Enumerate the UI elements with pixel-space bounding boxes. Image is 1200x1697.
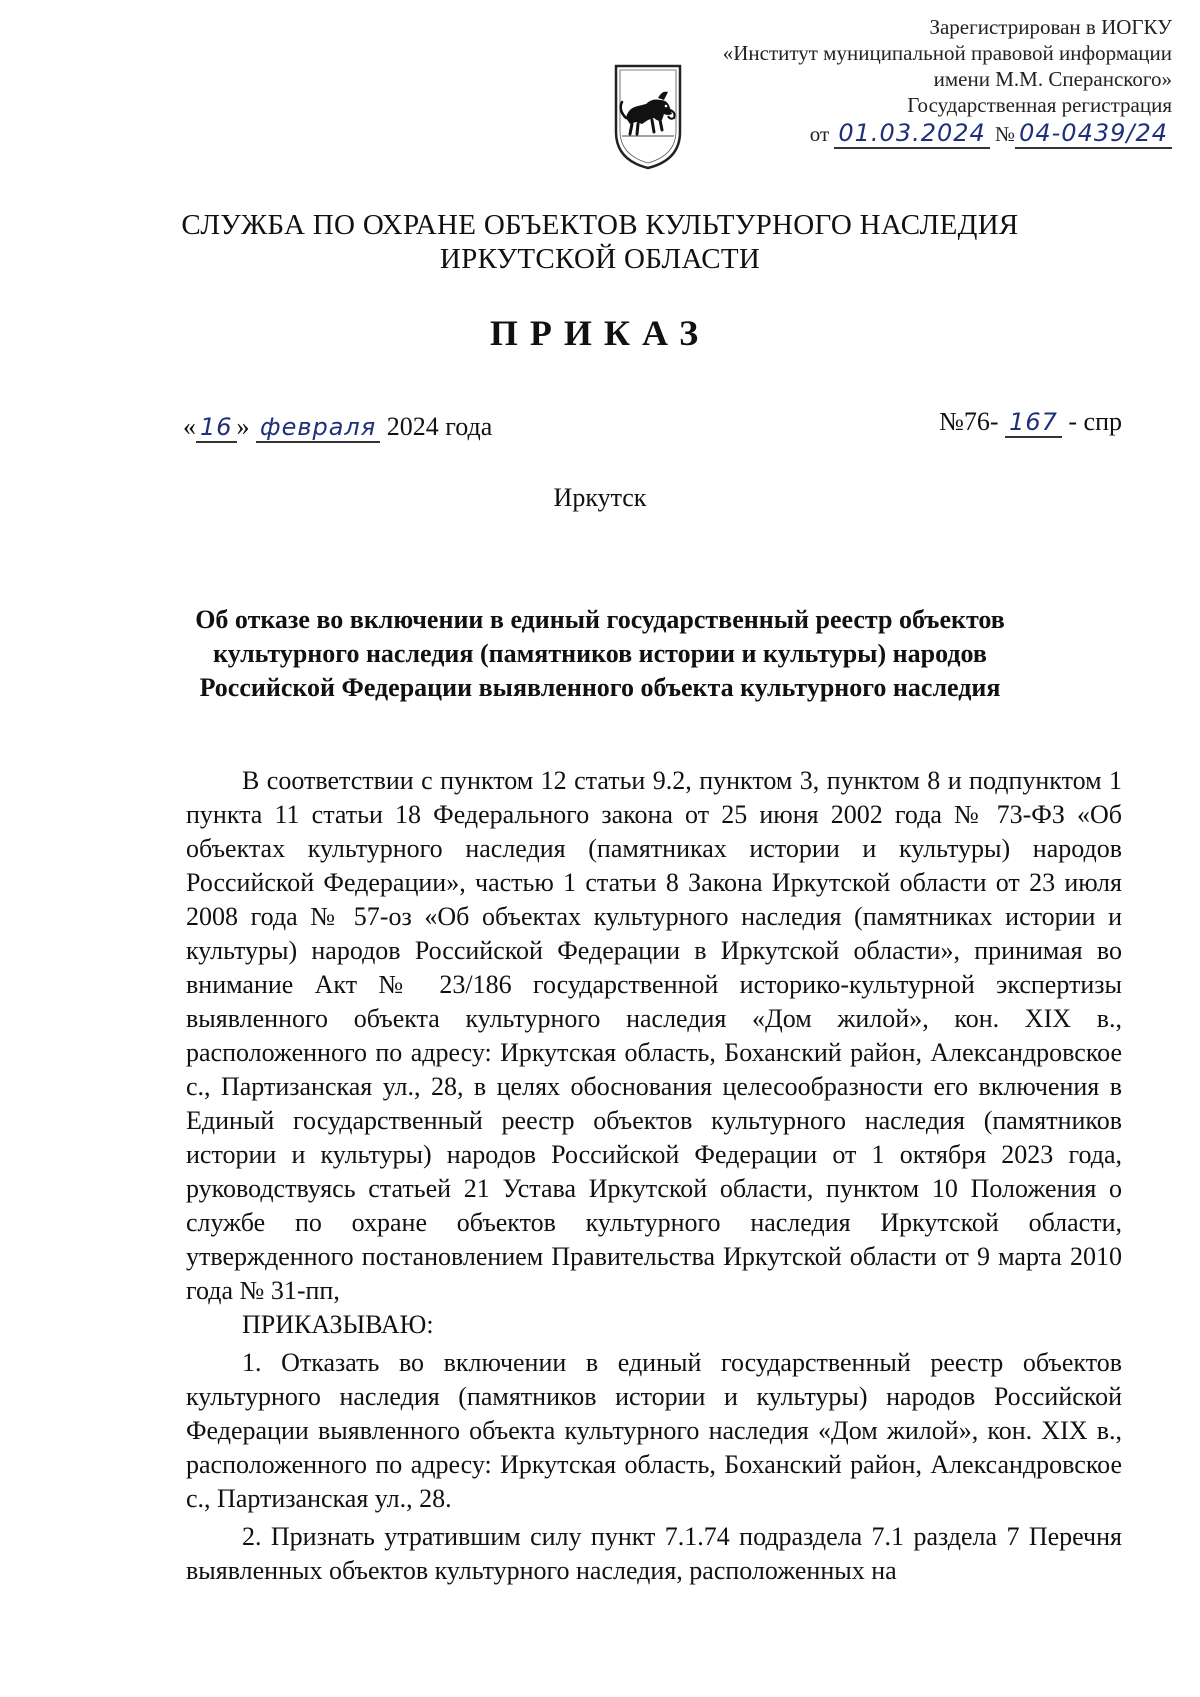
registration-number-value: 04-0439/24 [1015, 119, 1172, 149]
order-subject [150, 603, 1050, 705]
registration-date-row [612, 120, 1172, 147]
date-year: 2024 года [386, 412, 493, 441]
order-date [183, 412, 492, 442]
body-item-2: 2. Признать утратившим силу пункт 7.1.74 подраздела 7.1 раздела 7 Перечня выявленных объектов культурного наследия, расположенных на [186, 1522, 1122, 1585]
registration-date-value: 01.03.2024 [834, 119, 989, 149]
order-number-prefix: №76- [939, 407, 999, 436]
irkutsk-coat-of-arms-icon [612, 62, 684, 172]
order-body [186, 764, 1122, 1588]
body-preamble: В соответствии с пунктом 12 статьи 9.2, пунктом 3, пунктом 8 и подпунктом 1 пункта 11 статьи 18 Федерального закона от 25 июня 2002 года № 73-ФЗ «Об объектах культурного наследия (памятниках истории и культуры) народов Российской Федерации», частью 1 статьи 8 Закона Иркутской области от 23 июля 2008 года № 57-оз «Об объектах культурного наследия (памятниках истории и культуры) народов Российской Федерации в Иркутской области», принимая во внимание Акт № 23/186 государственной историко-культурной экспертизы выявленного объекта культурного наследия «Дом жилой», кон. XIX в., расположенного по адресу: Иркутская область, Боханский район, Александровское с., Партизанская ул., 28, в целях обоснования целесообразности его включения в Единый государственный реестр объектов культурного наследия (памятников истории и культуры) народов Российской Федерации от 1 октября 2023 года, руководствуясь статьей 21 Устава Иркутской области, пунктом 10 Положения о службе по охране объектов культурного наследия Иркутской области, утвержденного постановлением Правительства Иркутской области от 9 марта 2010 года № 31-пп, [186, 766, 1122, 1305]
date-close-quote: » [236, 412, 250, 441]
agency-name-line-2: ИРКУТСКОЙ ОБЛАСТИ [439, 243, 761, 275]
order-number-value: 167 [1005, 408, 1062, 438]
agency-name [0, 208, 1200, 276]
registration-line-1: Зарегистрирован в ИОГКУ [929, 15, 1172, 39]
order-number-suffix: - спр [1068, 407, 1122, 436]
registration-line-3: имени М.М. Сперанского» [933, 67, 1172, 91]
order-subject-line-1: Об отказе во включении в единый государственный реестр объектов [195, 605, 1005, 634]
body-order-word: ПРИКАЗЫВАЮ: [242, 1310, 434, 1339]
registration-number-prefix: № [995, 122, 1016, 146]
date-month: февраля [256, 413, 380, 443]
registration-stamp [612, 14, 1172, 147]
order-subject-line-2: культурного наследия (памятников истории и культуры) народов [213, 639, 987, 668]
registration-date-prefix: от [809, 122, 830, 146]
date-day: 16 [196, 413, 237, 443]
agency-name-line-1: СЛУЖБА ПО ОХРАНЕ ОБЪЕКТОВ КУЛЬТУРНОГО НАСЛЕДИЯ [181, 209, 1019, 241]
registration-line-4: Государственная регистрация [907, 93, 1172, 117]
order-subject-line-3: Российской Федерации выявленного объекта культурного наследия [199, 673, 1001, 702]
order-number [939, 407, 1122, 437]
city-name: Иркутск [553, 483, 647, 512]
body-item-1: 1. Отказать во включении в единый государственный реестр объектов культурного наследия (памятников истории и культуры) народов Российской Федерации выявленного объекта культурного наследия «Дом жилой», кон. XIX в., расположенного по адресу: Иркутская область, Боханский район, Александровское с., Партизанская ул., 28. [186, 1348, 1122, 1513]
registration-line-2: «Институт муниципальной правовой информации [722, 41, 1172, 65]
document-type-title: ПРИКАЗ [489, 313, 711, 353]
date-open-quote: « [183, 412, 196, 441]
